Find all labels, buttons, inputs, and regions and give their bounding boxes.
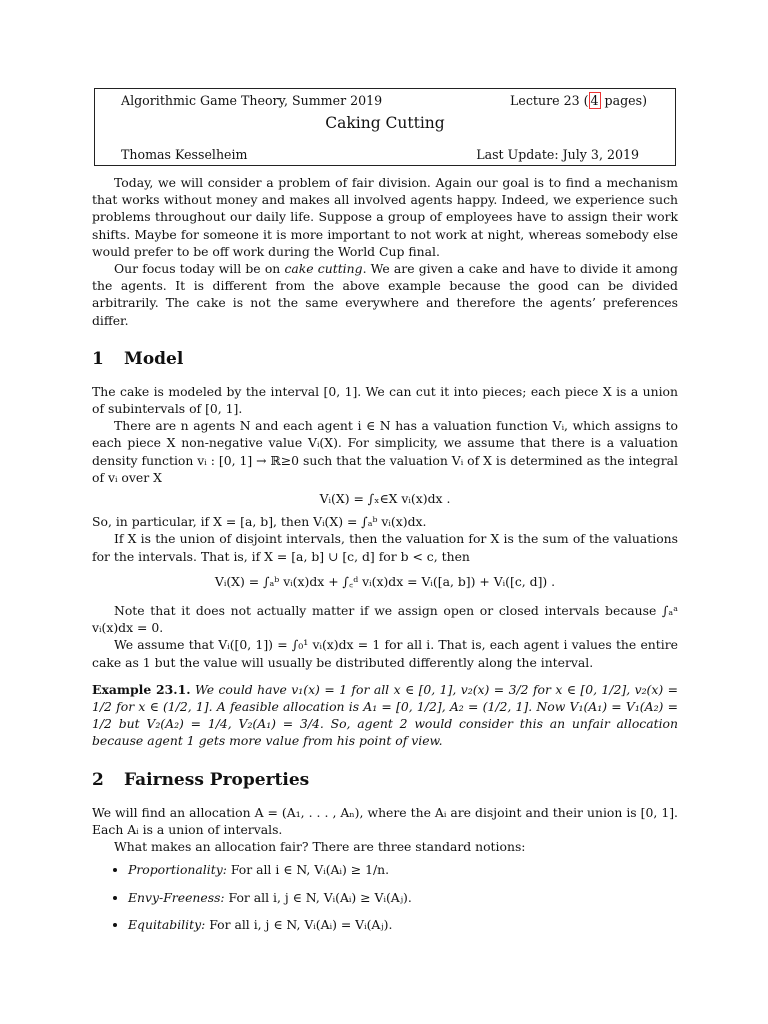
section-1-heading — [92, 349, 678, 369]
section-2-title: Fairness Properties — [124, 769, 310, 790]
model-paragraph-2: There are n agents N and each agent i ∈ N has a valuation function Vᵢ, which assigns to each piece X non-negative value Vᵢ(X). For simplicity, we assume that there is a valuation density function vᵢ : [0, 1] → ℝ≥0 such that the valuation Vᵢ of X is determined as the integral of vᵢ over X — [92, 418, 678, 485]
section-1-number: 1 — [92, 348, 104, 369]
fairness-paragraph-1: We will find an allocation A = (A₁, . . . , Aₙ), where the Aᵢ are disjoint and their union is [0, 1]. Each Aᵢ is a union of intervals. — [92, 804, 678, 837]
fairness-notions-list — [92, 861, 678, 933]
lecture-info — [510, 92, 647, 109]
lecture-pages-suffix: pages) — [600, 93, 647, 108]
intro-p2-end: . We are given a cake and have to divide it among the agents. It is different from the above example because the good can be divided arbitrarily. The cake is not the same everywhere and therefore the agents’ preferences differ. — [92, 261, 678, 328]
list-item-proportionality — [128, 861, 678, 878]
list-item-envy-freeness — [128, 889, 678, 906]
fairness-paragraph-2: What makes an allocation fair? There are three standard notions: — [114, 839, 526, 855]
example-23-1 — [92, 681, 678, 750]
notion-name: Equitability: — [128, 916, 206, 932]
lecture-header-box — [94, 88, 676, 166]
last-update: Last Update: July 3, 2019 — [476, 147, 639, 162]
author-name: Thomas Kesselheim — [121, 147, 248, 162]
page-count-link[interactable]: 4 — [590, 93, 599, 108]
example-text: We could have v₁(x) = 1 for all x ∈ [0, 1], v₂(x) = 3/2 for x ∈ [0, 1/2], v₂(x) = 1/2 for x ∈ (1/2, 1]. A feasible allocation is A₁ = [0, 1/2], A₂ = (1/2, 1]. Now V₁(A₁) = V₁(A₂) = 1/2 but V₂(A₂) = 1/4, V₂(A₁) = 3/4. So, agent 2 would consider this an unfair allocation because agent 1 gets more value from his point of view. — [92, 681, 679, 749]
section-2-heading — [92, 770, 678, 790]
intro-p2-emphasis: cake cutting — [284, 261, 363, 277]
intro-p2-start: Our focus today will be on — [114, 261, 285, 277]
lecture-number: Lecture 23 ( — [510, 93, 589, 108]
intro-paragraph-1: Today, we will consider a problem of fair division. Again our goal is to find a mechanism that works without money and makes all involved agents happy. Indeed, we experience such problems throughout our daily life. Suppose a group of employees have to assign their work shifts. Maybe for someone it is more important to not work at night, whereas somebody else would prefer to be off work during the World Cup final. — [92, 175, 678, 259]
model-paragraph-6: We assume that Vᵢ([0, 1]) = ∫₀¹ vᵢ(x)dx = 1 for all i. That is, each agent i values the entire cake as 1 but the value will usually be distributed differently along the interval. — [92, 637, 678, 670]
notion-definition: For all i, j ∈ N, Vᵢ(Aᵢ) = Vᵢ(Aⱼ). — [205, 916, 393, 932]
section-1-title: Model — [124, 348, 184, 369]
notion-definition: For all i ∈ N, Vᵢ(Aᵢ) ≥ 1/n. — [226, 862, 390, 878]
model-paragraph-3: So, in particular, if X = [a, b], then Vᵢ(X) = ∫ₐᵇ vᵢ(x)dx. — [92, 514, 427, 530]
section-2-number: 2 — [92, 769, 104, 790]
notion-name: Envy-Freeness: — [128, 889, 225, 905]
list-item-equitability — [128, 916, 678, 933]
example-label: Example 23.1. — [92, 681, 191, 697]
document-title: Caking Cutting — [325, 114, 445, 132]
model-paragraph-1: The cake is modeled by the interval [0, 1]. We can cut it into pieces; each piece X is a union of subintervals of [0, 1]. — [92, 383, 678, 417]
lecture-page — [92, 88, 678, 943]
model-paragraph-5: Note that it does not actually matter if we assign open or closed intervals because ∫ₐᵃ vᵢ(x)dx = 0. — [92, 603, 678, 636]
intro-paragraph-2 — [92, 260, 678, 329]
equation-union-valuation: Vᵢ(X) = ∫ₐᵇ vᵢ(x)dx + ∫꜀ᵈ vᵢ(x)dx = Vᵢ([a, b]) + Vᵢ([c, d]) . — [214, 573, 556, 589]
notion-definition: For all i, j ∈ N, Vᵢ(Aᵢ) ≥ Vᵢ(Aⱼ). — [224, 889, 412, 905]
equation-valuation: Vᵢ(X) = ∫ₓ∈X vᵢ(x)dx . — [319, 491, 451, 507]
model-paragraph-4: If X is the union of disjoint intervals, then the valuation for X is the sum of the valuations for the intervals. That is, if X = [a, b] ∪ [c, d] for b < c, then — [92, 531, 678, 564]
notion-name: Proportionality: — [128, 862, 227, 878]
course-name: Algorithmic Game Theory, Summer 2019 — [121, 93, 383, 108]
document-body — [92, 174, 678, 933]
